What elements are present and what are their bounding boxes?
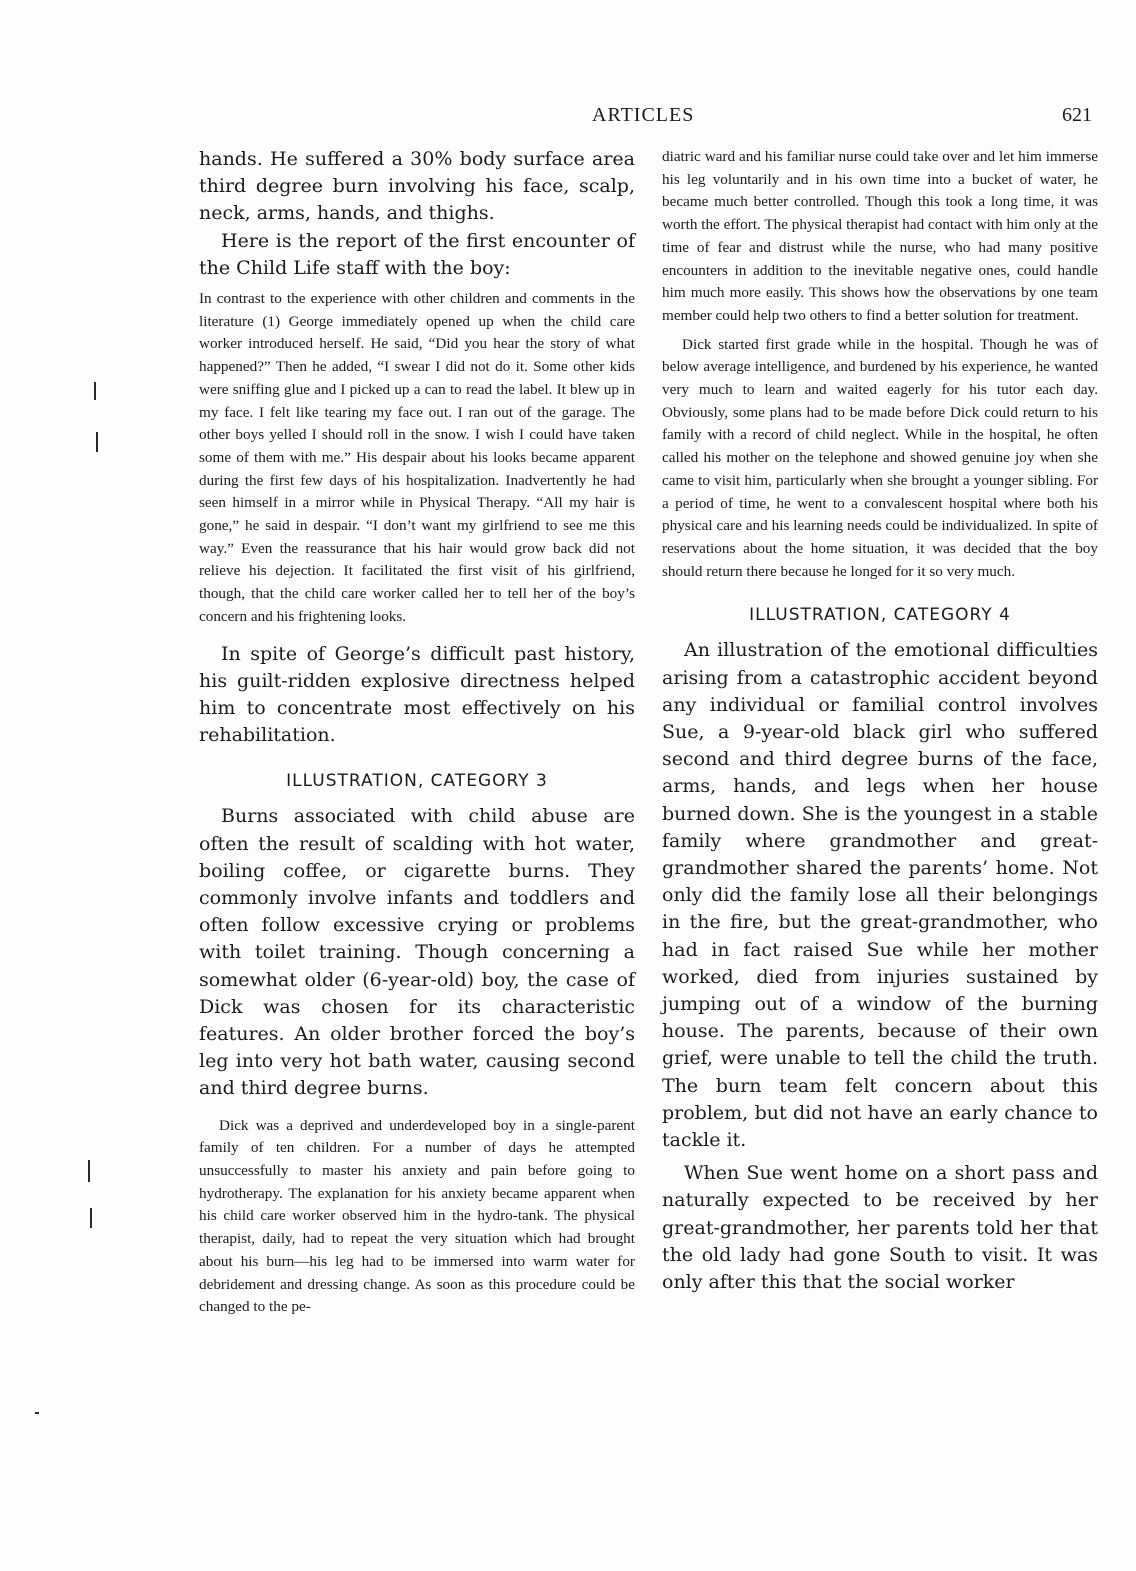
body-paragraph: Burns associated with child abuse are often the result of scalding with hot water, boiling coffee, or cigarette burns. They commonly involve infants and toddlers and often follow excessive crying or problems with toilet training. Though concerning a somewhat older (6-year-old) boy, the case of Dick was chosen for its characteristic features. An older brother forced the boy’s leg into very hot bath water, causing second and third degree burns. <box>199 805 635 1100</box>
left-column <box>199 146 635 1319</box>
section-heading: ILLUSTRATION, CATEGORY 4 <box>749 605 1011 626</box>
running-head: ARTICLES <box>592 104 695 126</box>
scan-mark <box>94 382 96 400</box>
body-paragraph: When Sue went home on a short pass and naturally expected to be received by her great-grandmother, her parents told her that the old lady had gone South to visit. It was only after this that the social worker <box>662 1162 1098 1294</box>
scan-mark <box>35 1412 39 1414</box>
section-heading: ILLUSTRATION, CATEGORY 3 <box>286 771 548 792</box>
body-paragraph: An illustration of the emotional difficulties arising from a catastrophic accident beyond any individual or familial control involves Sue, a 9-year-old black girl who suffered second and third degree burns of the face, arms, hands, and legs when her house burned down. She is the youngest in a stable family where grandmother and great-grandmother shared the parents’ home. Not only did the family lose all their belongings in the fire, but the great-grandmother, who had in fact raised Sue while her mother worked, died from injuries sustained by jumping out of a window of the burning house. The parents, because of their own grief, were unable to tell the child the truth. The burn team felt concern about this problem, but did not have an early chance to tackle it. <box>662 639 1098 1152</box>
body-paragraph: hands. He suffered a 30% body surface area third degree burn involving his face, scalp, neck, arms, hands, and thighs. <box>199 148 635 225</box>
scan-mark <box>90 1208 92 1228</box>
body-paragraph: Here is the report of the first encounter of the Child Life staff with the boy: <box>199 229 635 279</box>
body-paragraph: In spite of George’s difficult past history, his guilt-ridden explosive directness helped him to concentrate most effectively on his rehabilitation. <box>199 642 635 747</box>
scan-mark <box>88 1160 90 1182</box>
case-excerpt: diatric ward and his familiar nurse could take over and let him immerse his leg voluntarily and in his own time into a bucket of water, he became much better controlled. Though this took a long time, it was worth the effort. The physical therapist had contact with him only at the time of fear and distrust while the nurse, who had many positive encounters in addition to the inevitable negative ones, could handle him much more easily. This shows how the observations by one team member could help two others to find a better solution for treatment. <box>662 148 1098 324</box>
page-number: 621 <box>1062 104 1092 126</box>
case-excerpt: Dick was a deprived and underdeveloped boy in a single-parent family of ten children. For a number of days he attempted unsuccessfully to master his anxiety and pain before going to hydrotherapy. The explanation for his anxiety became apparent when his child care worker observed him in the hydro-tank. The physical therapist, daily, had to repeat the very situation which had brought about his burn—his leg had to be immersed into warm water for debridement and dressing change. As soon as this procedure could be changed to the pe- <box>199 1116 635 1316</box>
case-excerpt: In contrast to the experience with other children and comments in the literature (1) George immediately opened up when the child care worker introduced herself. He said, “Did you hear the story of what happened?” Then he added, “I swear I did not do it. Some other kids were sniffing glue and I picked up a can to read the label. It blew up in my face. I felt like tearing my face out. I ran out of the garage. The other boys yelled I should roll in the snow. I wish I could have taken some of them with me.” His despair about his looks became apparent during the first few days of his hospitalization. Inadvertently he had seen himself in a mirror while in Physical Therapy. “All my hair is gone,” he said in despair. “I don’t want my girlfriend to see me this way.” Even the reassurance that his hair would grow back did not relieve his dejection. It facilitated the first visit of his girlfriend, though, that the child care worker called her to tell her of the boy’s concern and his frightening looks. <box>199 290 635 625</box>
right-column <box>662 146 1098 1296</box>
page-header <box>0 104 1136 134</box>
scan-mark <box>96 432 98 452</box>
case-excerpt: Dick started first grade while in the hospital. Though he was of below average intelligence, and burdened by his experience, he wanted very much to learn and waited eagerly for his tutor each day. Obviously, some plans had to be made before Dick could return to his family with a record of child neglect. While in the hospital, he often called his mother on the telephone and showed genuine joy when she came to visit him, particularly when she brought a younger sibling. For a period of time, he went to a convalescent hospital where both his physical care and his learning needs could be individualized. In spite of reservations about the home situation, it was decided that the boy should return there because he longed for it so very much. <box>662 335 1098 580</box>
